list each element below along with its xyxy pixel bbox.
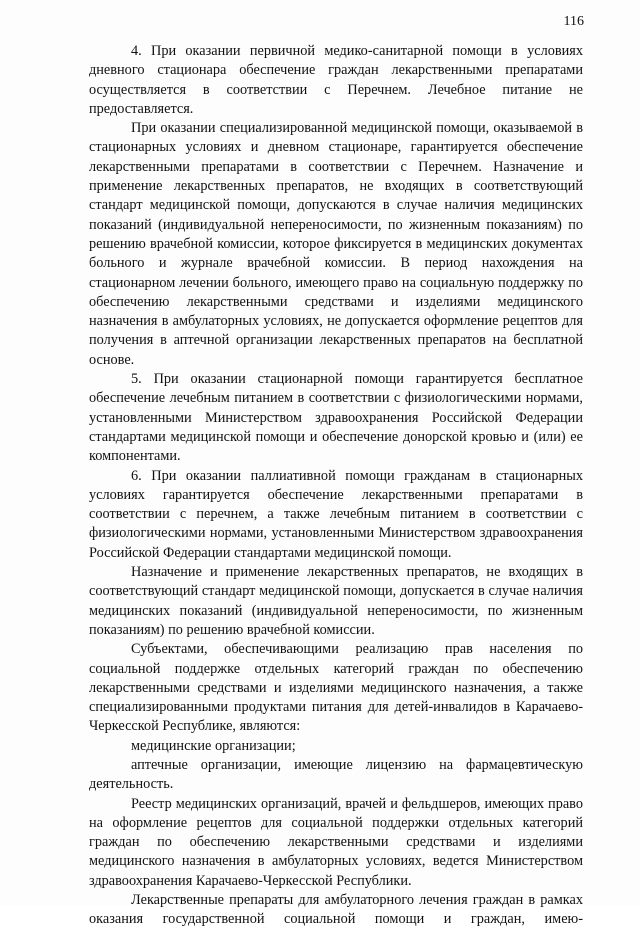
page-body <box>89 42 583 930</box>
paragraph: 5. При оказании стационарной помощи гарантируется бесплатное обеспечение лечебным питанием в соответствии с физиологическими нормами, установленными Министерством здравоохранения Российской Федерации стандартами медицинской помощи и обеспечение донорской кровью и (или) ее компонентами. <box>89 371 583 465</box>
paragraph: 6. При оказании паллиативной помощи гражданам в стационарных условиях гарантируется обеспечение лекарственными препаратами в соответствии с перечнем, а также лечебным питанием в соответствии с физиологическими нормами, установленными Министерством здравоохранения Российской Федерации стандартами медицинской помощи. <box>89 467 583 561</box>
paragraph: При оказании специализированной медицинской помощи, оказываемой в стационарных условиях и дневном стационаре, гарантируется обеспечение лекарственными препаратами в соответствии с Перечнем. Назначение и применение лекарственных препаратов, не входящих в соответствующий стандарт медицинской помощи, допускаются в случае наличия медицинских показаний (индивидуальной непереносимости, по жизненным показаниям) по решению врачебной комиссии, которое фиксируется в медицинских документах больного и журнале врачебной комиссии. В период нахождения на стационарном лечении больного, имеющего право на социальную поддержку по обеспечению лекарственными средствами и изделиями медицинского назначения в амбулаторных условиях, не допускается оформление рецептов для получения в аптечной организации лекарственных препаратов на бесплатной основе. <box>89 120 583 368</box>
paragraph: 4. При оказании первичной медико-санитарной помощи в условиях дневного стационара обеспечение граждан лекарственными препаратами осуществляется в соответствии с Перечнем. Лечебное питание не предоставляется. <box>89 43 583 117</box>
list-item: аптечные организации, имеющие лицензию на фармацевтическую деятельность. <box>89 756 583 793</box>
paragraph: Лекарственные препараты для амбулаторного лечения граждан в рамках оказания государственной социальной помощи и граждан, имею- <box>89 892 583 928</box>
paragraph: Реестр медицинских организаций, врачей и фельдшеров, имеющих право на оформление рецептов для социальной поддержки отдельных категорий граждан по обеспечению лекарственными средствами и изделиями медицинского назначения в амбулаторных условиях, ведется Министерством здравоохранения Карачаево-Черкесской Республики. <box>89 795 583 889</box>
page-number: 116 <box>563 14 584 29</box>
list-item: медицинские организации; <box>131 737 296 754</box>
paragraph: Субъектами, обеспечивающими реализацию прав населения по социальной поддержке отдельных категорий граждан по обеспечению лекарственными средствами и изделиями медицинского назначения, а также специализированными продуктами питания для детей-инвалидов в Карачаево-Черкесской Республике, являются: <box>89 641 583 735</box>
paragraph: Назначение и применение лекарственных препаратов, не входящих в соответствующий стандарт медицинской помощи, допускается в случае наличия медицинских показаний (индивидуальной непереносимости, по жизненным показаниям) по решению врачебной комиссии. <box>89 564 583 638</box>
